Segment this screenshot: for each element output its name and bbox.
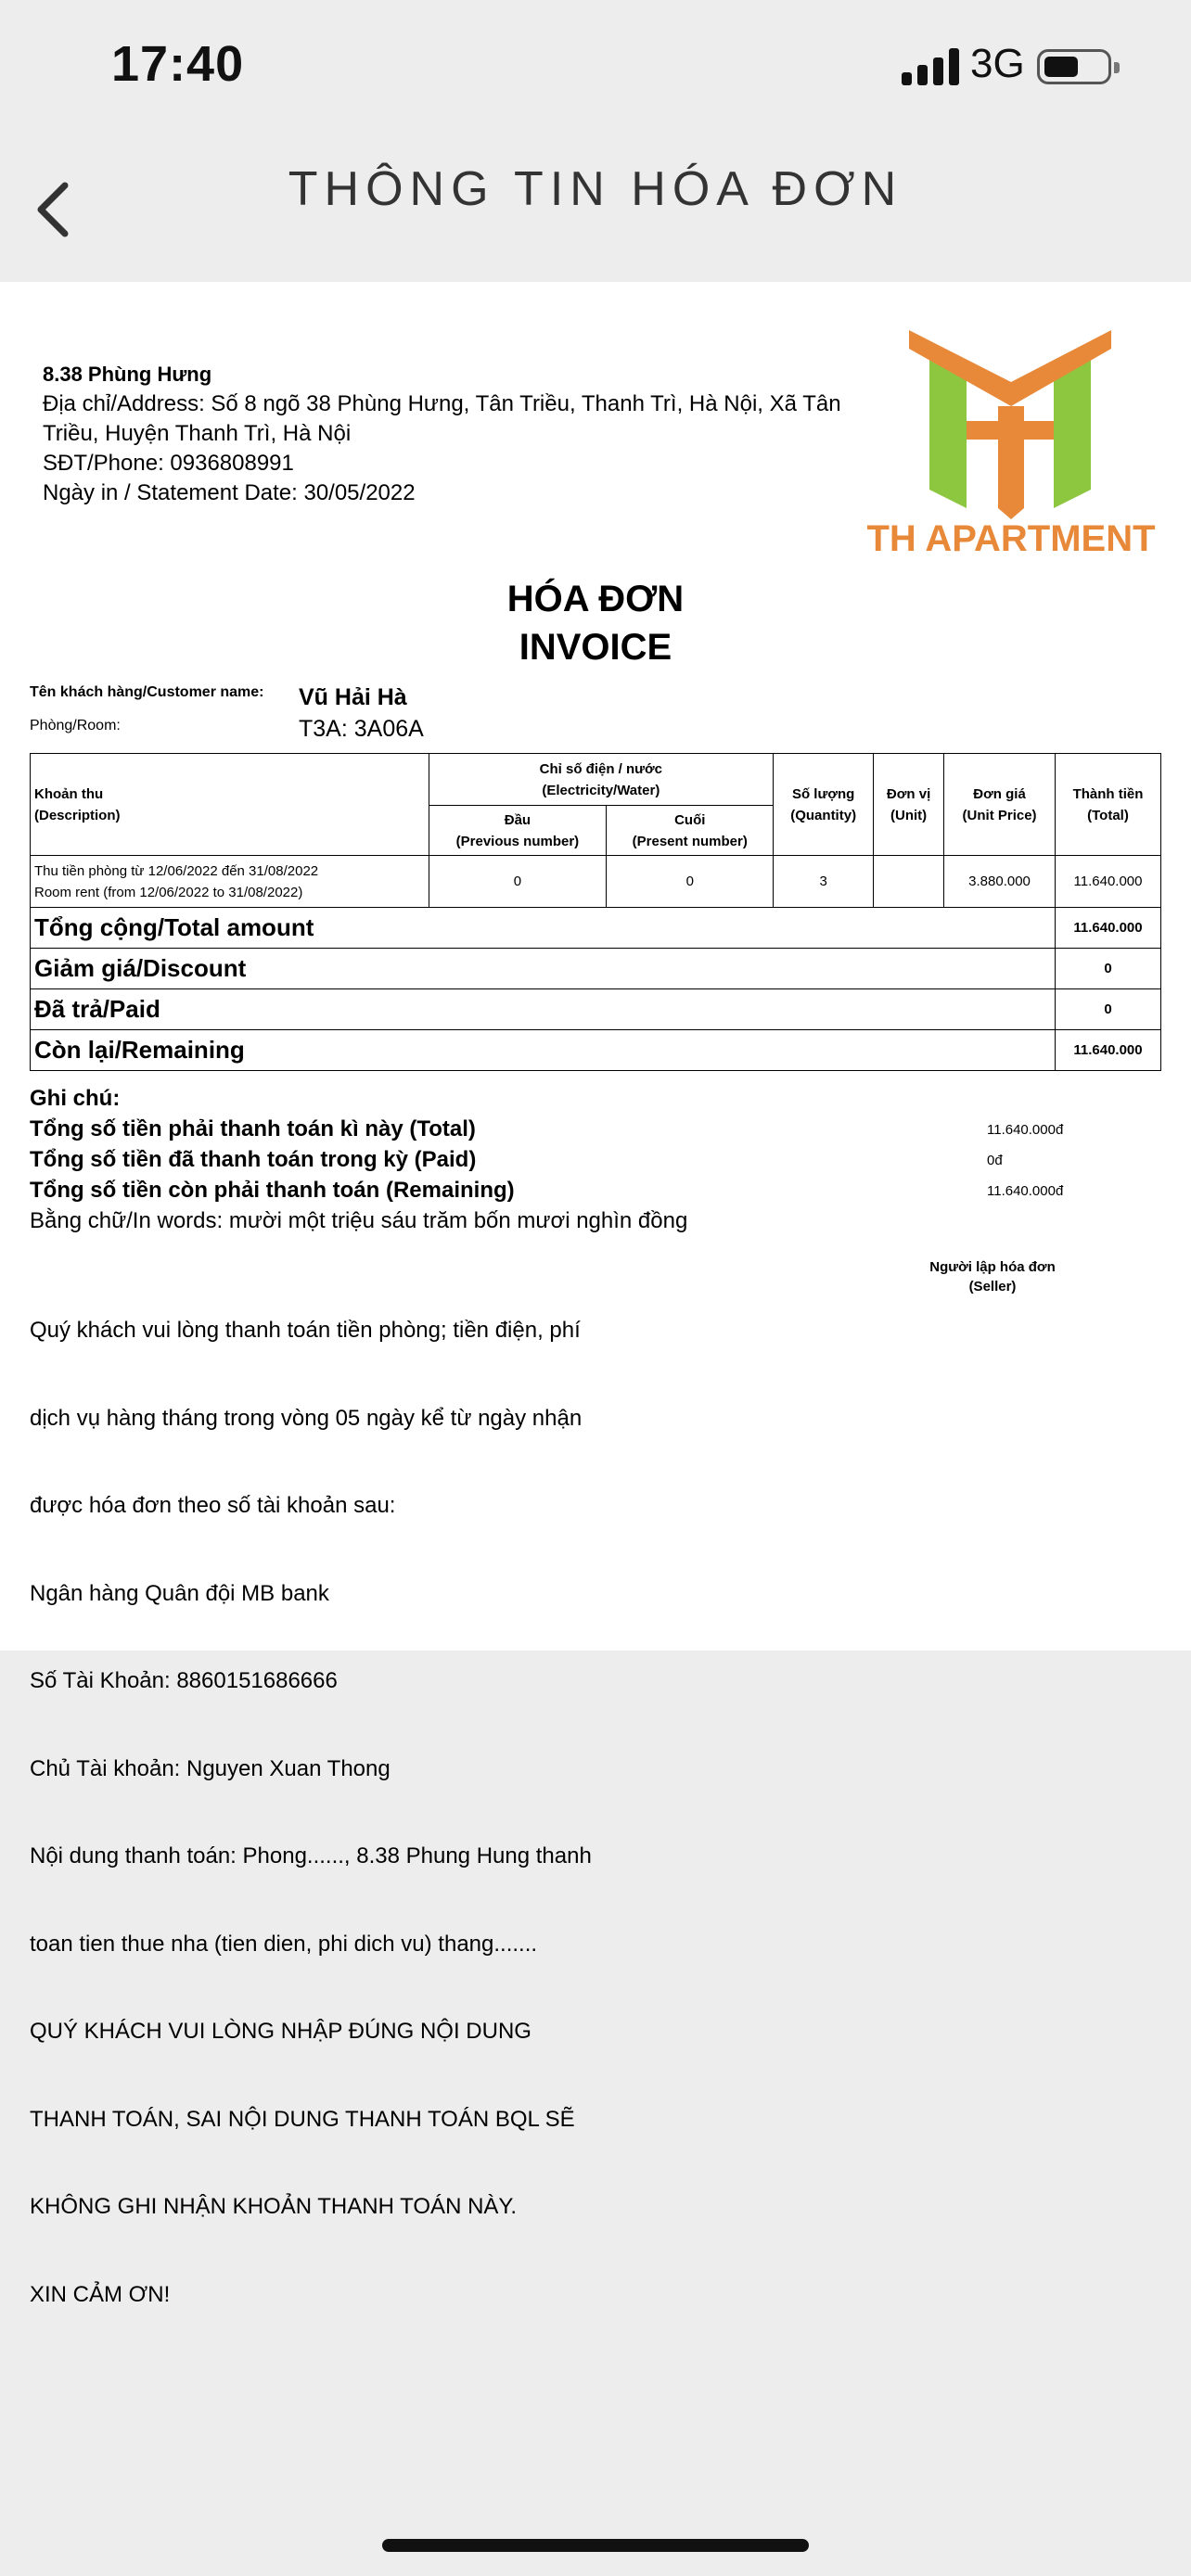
summary-paid-row xyxy=(31,989,1161,1030)
nav-header xyxy=(0,139,1191,282)
company-info xyxy=(43,360,841,508)
notes-total-value: 11.640.000đ xyxy=(987,1122,1064,1138)
status-bar xyxy=(0,0,1191,139)
logo-text: TH APARTMENT xyxy=(866,518,1156,558)
summary-paid-value: 0 xyxy=(1056,989,1161,1030)
notes-remaining-label: Tổng số tiền còn phải thanh toán (Remaining) xyxy=(30,1178,515,1203)
row-quantity: 3 xyxy=(774,856,874,908)
header-present: Cuối (Present number) xyxy=(607,806,774,856)
payment-line: dịch vụ hàng tháng trong vòng 05 ngày kể từ ngày nhận xyxy=(30,1405,583,1431)
header-description: Khoản thu (Description) xyxy=(31,754,429,856)
company-phone: SĐT/Phone: 0936808991 xyxy=(43,451,294,476)
summary-remaining-label: Còn lại/Remaining xyxy=(31,1030,1056,1071)
company-address-line2: Triều, Huyện Thanh Trì, Hà Nội xyxy=(43,421,352,446)
header-meter: Chỉ số điện / nước (Electricity/Water) xyxy=(429,754,774,806)
row-unit xyxy=(874,856,944,908)
summary-total-label: Tổng cộng/Total amount xyxy=(31,908,1056,949)
customer-name: Vũ Hải Hà xyxy=(299,684,407,710)
payment-line: toan tien thue nha (tien dien, phi dich vu) thang....... xyxy=(30,1931,538,1957)
status-time: 17:40 xyxy=(111,36,245,92)
row-unit-price: 3.880.000 xyxy=(944,856,1056,908)
notes-paid-label: Tổng số tiền đã thanh toán trong kỳ (Paid) xyxy=(30,1147,477,1172)
room-label: Phòng/Room: xyxy=(30,718,121,733)
header-unit-price: Đơn giá (Unit Price) xyxy=(944,754,1056,856)
seller-label: Người lập hóa đơn xyxy=(929,1259,1056,1275)
payment-line: được hóa đơn theo số tài khoản sau: xyxy=(30,1493,396,1518)
battery-icon xyxy=(1037,49,1111,84)
network-type: 3G xyxy=(970,41,1025,86)
summary-remaining-row xyxy=(31,1030,1161,1071)
th-apartment-logo xyxy=(863,317,1159,558)
payment-warning: QUÝ KHÁCH VUI LÒNG NHẬP ĐÚNG NỘI DUNG xyxy=(30,2019,531,2044)
header-previous: Đầu (Previous number) xyxy=(429,806,607,856)
notes-title: Ghi chú: xyxy=(30,1086,121,1111)
signal-strength-icon xyxy=(902,48,959,85)
page-title: THÔNG TIN HÓA ĐƠN xyxy=(288,162,903,216)
notes-in-words: Bằng chữ/In words: mười một triệu sáu trăm bốn mươi nghìn đồng xyxy=(30,1208,688,1233)
notes-total-label: Tổng số tiền phải thanh toán kì này (Total) xyxy=(30,1116,476,1141)
company-address-line1: Địa chỉ/Address: Số 8 ngõ 38 Phùng Hưng, Tân Triều, Thanh Trì, Hà Nội, Xã Tân xyxy=(43,391,841,416)
account-holder: Chủ Tài khoản: Nguyen Xuan Thong xyxy=(30,1755,391,1781)
header-unit: Đơn vị (Unit) xyxy=(874,754,944,856)
summary-discount-value: 0 xyxy=(1056,949,1161,989)
bank-name: Ngân hàng Quân đội MB bank xyxy=(30,1580,329,1606)
payment-line: Nội dung thanh toán: Phong......, 8.38 Phung Hung thanh xyxy=(30,1843,592,1868)
row-present: 0 xyxy=(607,856,774,908)
seller-label-en: (Seller) xyxy=(968,1279,1017,1294)
summary-discount-row xyxy=(31,949,1161,989)
header-quantity: Số lượng (Quantity) xyxy=(774,754,874,856)
home-indicator[interactable] xyxy=(382,2539,809,2552)
payment-line: Quý khách vui lòng thanh toán tiền phòng; tiền điện, phí xyxy=(30,1318,581,1343)
invoice-table xyxy=(30,753,1161,1071)
summary-paid-label: Đã trả/Paid xyxy=(31,989,1056,1030)
invoice-title xyxy=(0,575,1191,671)
payment-warning: THANH TOÁN, SAI NỘI DUNG THANH TOÁN BQL SẼ xyxy=(30,2106,575,2132)
header-total: Thành tiền (Total) xyxy=(1056,754,1161,856)
notes-remaining-value: 11.640.000đ xyxy=(987,1183,1064,1199)
row-total: 11.640.000 xyxy=(1056,856,1161,908)
notes-values xyxy=(987,1115,1063,1206)
customer-label: Tên khách hàng/Customer name: xyxy=(30,684,264,700)
summary-total-value: 11.640.000 xyxy=(1056,908,1161,949)
table-row xyxy=(31,856,1161,908)
seller-signature xyxy=(863,1257,1122,1296)
row-previous: 0 xyxy=(429,856,607,908)
row-description: Thu tiền phòng từ 12/06/2022 đến 31/08/2022 Room rent (from 12/06/2022 to 31/08/2022) xyxy=(31,856,429,908)
summary-remaining-value: 11.640.000 xyxy=(1056,1030,1161,1071)
summary-total-row xyxy=(31,908,1161,949)
invoice-title-en: INVOICE xyxy=(519,627,672,668)
company-name: 8.38 Phùng Hưng xyxy=(43,363,212,386)
invoice-sheet xyxy=(0,282,1191,2307)
summary-discount-label: Giảm giá/Discount xyxy=(31,949,1056,989)
invoice-title-vi: HÓA ĐƠN xyxy=(506,579,685,619)
thank-you: XIN CẢM ƠN! xyxy=(30,2281,171,2307)
room-value: T3A: 3A06A xyxy=(299,716,424,742)
notes-paid-value: 0đ xyxy=(987,1153,1003,1168)
account-number: Số Tài Khoản: 8860151686666 xyxy=(30,1668,338,1693)
payment-instructions xyxy=(30,1257,592,2367)
payment-warning: KHÔNG GHI NHẬN KHOẢN THANH TOÁN NÀY. xyxy=(30,2194,517,2219)
statement-date: Ngày in / Statement Date: 30/05/2022 xyxy=(43,480,416,505)
notes-section xyxy=(30,1083,687,1236)
